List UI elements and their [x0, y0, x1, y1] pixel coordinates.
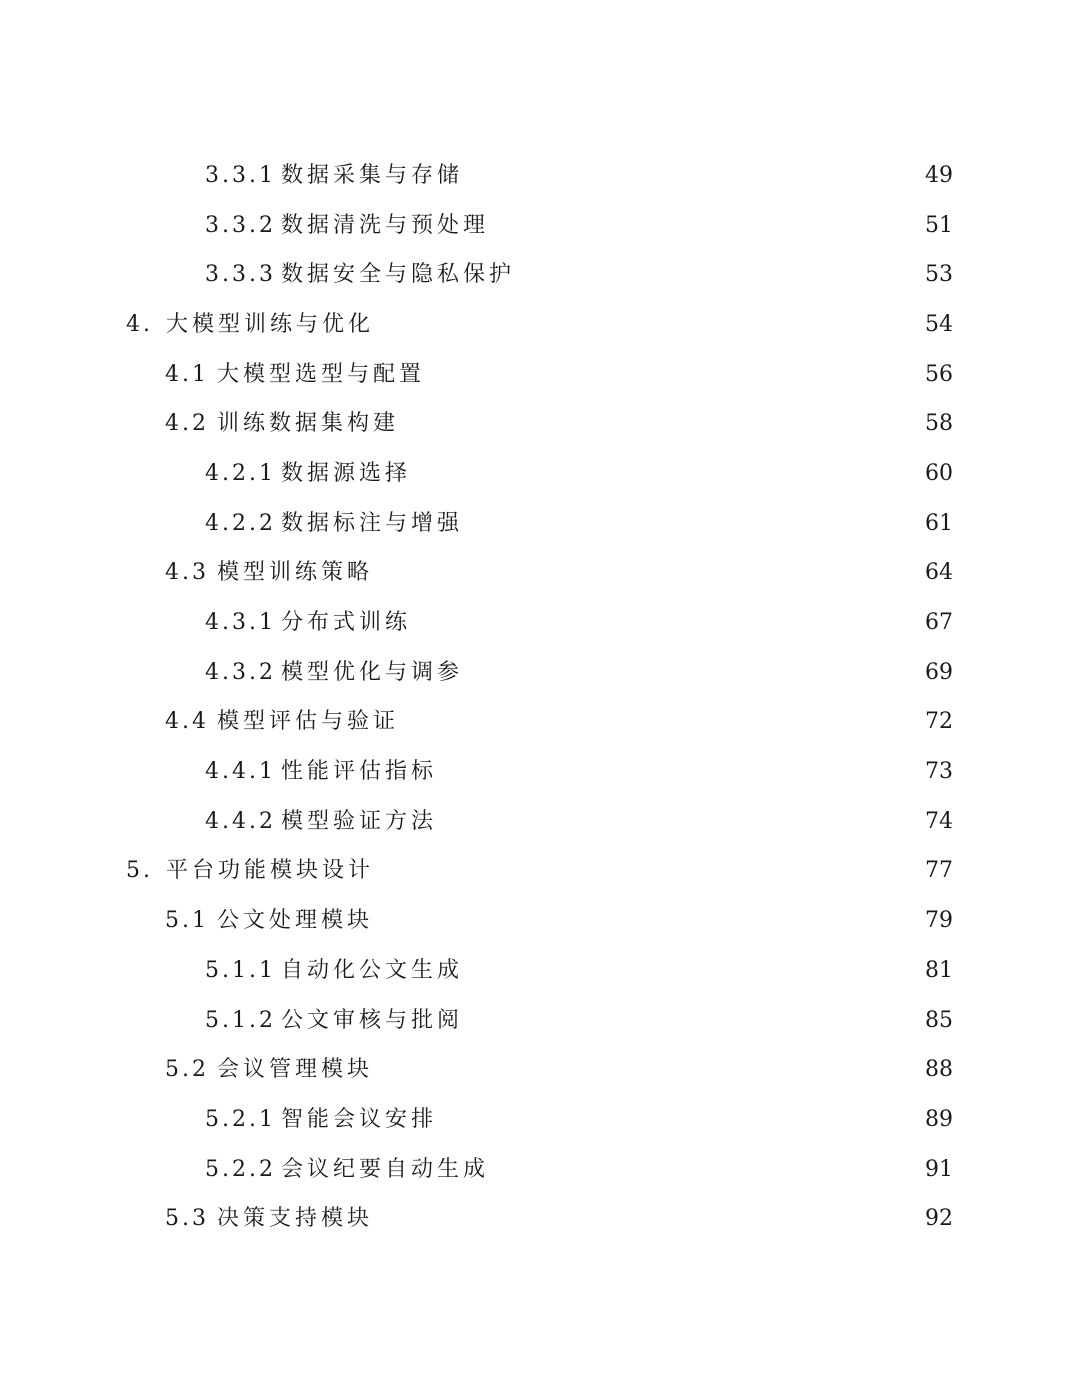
- toc-entry[interactable]: [0, 549, 1080, 599]
- dot-leader: [401, 413, 919, 435]
- toc-entry-number: 3.3.2: [205, 212, 276, 238]
- toc-entry[interactable]: [0, 399, 1080, 449]
- toc-entry-number: 4.2: [165, 411, 209, 437]
- toc-entry-title: 公文审核与批阅: [281, 1007, 464, 1033]
- toc-entry-page: 53: [925, 262, 953, 288]
- toc-entry-number: 4.1: [165, 361, 209, 387]
- toc-entry-title: 大模型选型与配置: [217, 361, 426, 387]
- table-of-contents: [0, 151, 1080, 1244]
- toc-entry[interactable]: [0, 1095, 1080, 1145]
- toc-entry[interactable]: [0, 151, 1080, 201]
- toc-entry[interactable]: [0, 1045, 1080, 1095]
- toc-entry-title: 数据源选择: [281, 460, 412, 486]
- toc-entry-title: 数据标注与增强: [281, 510, 464, 536]
- toc-entry-title: 会议纪要自动生成: [281, 1156, 490, 1182]
- toc-entry-number: 4.3.2: [205, 659, 276, 685]
- toc-entry[interactable]: [0, 946, 1080, 996]
- toc-entry[interactable]: [0, 350, 1080, 400]
- dot-leader: [465, 662, 919, 684]
- toc-entry-title: 数据清洗与预处理: [281, 212, 490, 238]
- toc-entry-title: 大模型训练与优化: [166, 311, 375, 337]
- toc-entry-number: 4.4.2: [205, 808, 276, 834]
- dot-leader: [491, 215, 919, 237]
- toc-entry-title: 数据安全与隐私保护: [281, 262, 516, 288]
- toc-entry-title: 训练数据集构建: [217, 411, 400, 437]
- dot-leader: [465, 960, 919, 982]
- toc-entry[interactable]: [0, 797, 1080, 847]
- toc-entry-number: 5.1.1: [205, 957, 276, 983]
- dot-leader: [439, 811, 919, 833]
- dot-leader: [439, 761, 919, 783]
- dot-leader: [376, 314, 919, 336]
- dot-leader: [375, 1208, 919, 1230]
- toc-entry-page: 51: [925, 212, 953, 238]
- toc-entry-number: 5.2.2: [205, 1156, 276, 1182]
- dot-leader: [491, 1159, 919, 1181]
- toc-entry-page: 67: [925, 610, 953, 636]
- toc-entry-page: 56: [925, 361, 953, 387]
- toc-entry-title: 模型训练策略: [217, 560, 374, 586]
- dot-leader: [465, 1010, 919, 1032]
- dot-leader: [375, 910, 919, 932]
- dot-leader: [439, 1109, 919, 1131]
- dot-leader: [517, 264, 919, 286]
- toc-entry-title: 平台功能模块设计: [166, 858, 375, 884]
- toc-entry-page: 64: [925, 560, 953, 586]
- dot-leader: [465, 513, 919, 535]
- toc-entry-page: 92: [925, 1206, 953, 1232]
- toc-entry[interactable]: [0, 996, 1080, 1046]
- toc-entry[interactable]: [0, 598, 1080, 648]
- toc-entry-number: 4.2.1: [205, 460, 276, 486]
- toc-entry[interactable]: [0, 499, 1080, 549]
- toc-entry-number: 5.1.2: [205, 1007, 276, 1033]
- toc-entry[interactable]: [0, 648, 1080, 698]
- toc-entry[interactable]: [0, 1145, 1080, 1195]
- toc-entry-title: 模型评估与验证: [217, 709, 400, 735]
- toc-entry[interactable]: [0, 896, 1080, 946]
- toc-entry-number: 4.3: [165, 560, 209, 586]
- toc-entry[interactable]: [0, 300, 1080, 350]
- toc-entry[interactable]: [0, 250, 1080, 300]
- toc-entry-title: 自动化公文生成: [281, 957, 464, 983]
- toc-entry-page: 74: [925, 808, 953, 834]
- toc-entry-number: 4.4.1: [205, 759, 276, 785]
- toc-entry-number: 5.3: [165, 1206, 209, 1232]
- toc-entry[interactable]: [0, 698, 1080, 748]
- toc-entry-title: 模型优化与调参: [281, 659, 464, 685]
- toc-entry-title: 决策支持模块: [217, 1206, 374, 1232]
- dot-leader: [413, 463, 919, 485]
- dot-leader: [401, 711, 919, 733]
- toc-entry[interactable]: [0, 1194, 1080, 1244]
- toc-entry[interactable]: [0, 201, 1080, 251]
- toc-entry-title: 分布式训练: [281, 610, 412, 636]
- toc-entry-number: 4.3.1: [205, 610, 276, 636]
- toc-entry-page: 61: [925, 510, 953, 536]
- dot-leader: [427, 364, 919, 386]
- toc-entry-title: 模型验证方法: [281, 808, 438, 834]
- dot-leader: [413, 612, 919, 634]
- toc-entry[interactable]: [0, 747, 1080, 797]
- dot-leader: [465, 165, 919, 187]
- dot-leader: [376, 860, 919, 882]
- toc-entry-page: 89: [925, 1106, 953, 1132]
- toc-entry-number: 4.: [126, 311, 153, 337]
- dot-leader: [375, 1059, 919, 1081]
- toc-entry-title: 智能会议安排: [281, 1106, 438, 1132]
- toc-entry-page: 77: [925, 858, 953, 884]
- toc-entry-page: 58: [925, 411, 953, 437]
- toc-entry-page: 49: [925, 162, 953, 188]
- toc-entry-title: 公文处理模块: [217, 908, 374, 934]
- toc-entry-number: 4.4: [165, 709, 209, 735]
- toc-entry-number: 5.2: [165, 1057, 209, 1083]
- toc-entry-number: 3.3.1: [205, 162, 276, 188]
- toc-entry-page: 69: [925, 659, 953, 685]
- toc-entry-number: 5.2.1: [205, 1106, 276, 1132]
- toc-entry-title: 性能评估指标: [281, 759, 438, 785]
- toc-entry-page: 88: [925, 1057, 953, 1083]
- toc-entry-page: 60: [925, 460, 953, 486]
- dot-leader: [375, 562, 919, 584]
- toc-entry-number: 3.3.3: [205, 262, 276, 288]
- toc-entry-page: 91: [925, 1156, 953, 1182]
- toc-entry-number: 4.2.2: [205, 510, 276, 536]
- toc-entry-number: 5.1: [165, 908, 209, 934]
- toc-entry-page: 81: [925, 957, 953, 983]
- toc-entry-title: 数据采集与存储: [281, 162, 464, 188]
- toc-entry-page: 85: [925, 1007, 953, 1033]
- toc-entry-page: 79: [925, 908, 953, 934]
- toc-entry-page: 54: [925, 311, 953, 337]
- toc-entry-page: 72: [925, 709, 953, 735]
- toc-entry[interactable]: [0, 847, 1080, 897]
- toc-entry-page: 73: [925, 759, 953, 785]
- toc-entry-title: 会议管理模块: [217, 1057, 374, 1083]
- toc-entry[interactable]: [0, 449, 1080, 499]
- toc-entry-number: 5.: [126, 858, 153, 884]
